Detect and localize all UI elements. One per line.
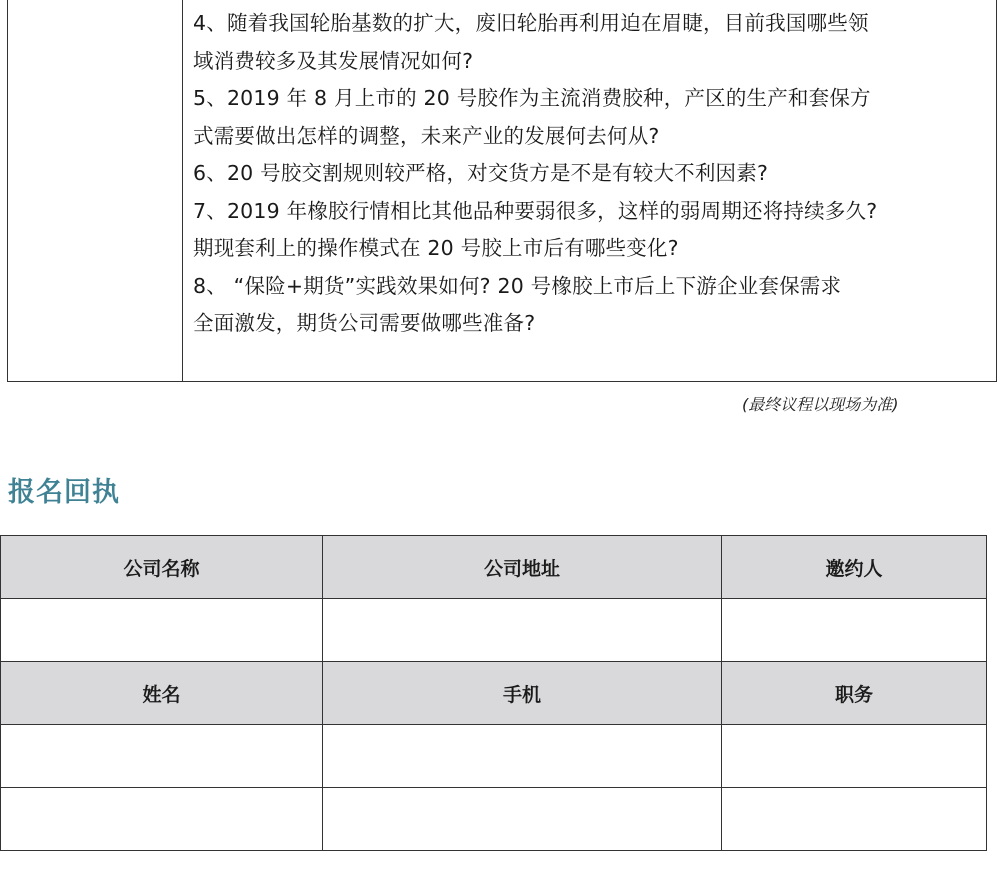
agenda-line: 全面激发，期货公司需要做哪些准备? bbox=[193, 311, 536, 335]
agenda-line: 域消费较多及其发展情况如何? bbox=[193, 48, 474, 73]
agenda-line: 7、2019 年橡胶行情相比其他品种要弱很多，这样的弱周期还将持续多久? bbox=[193, 198, 878, 223]
header-name: 姓名 bbox=[1, 662, 323, 725]
name-cell[interactable] bbox=[1, 788, 323, 851]
position-cell[interactable] bbox=[722, 788, 987, 851]
phone-cell[interactable] bbox=[323, 725, 722, 788]
header-row bbox=[1, 662, 987, 725]
header-phone: 手机 bbox=[323, 662, 722, 725]
header-position: 职务 bbox=[722, 662, 987, 725]
position-cell[interactable] bbox=[722, 725, 987, 788]
name-cell[interactable] bbox=[1, 725, 323, 788]
agenda-questions-cell bbox=[183, 0, 996, 381]
agenda-line: 5、2019 年 8 月上市的 20 号胶作为主流消费胶种，产区的生产和套保方 bbox=[193, 86, 871, 110]
company-address-cell[interactable] bbox=[323, 599, 722, 662]
phone-cell[interactable] bbox=[323, 788, 722, 851]
input-row bbox=[1, 599, 987, 662]
agenda-line: 4、随着我国轮胎基数的扩大，废旧轮胎再利用迫在眉睫，目前我国哪些领 bbox=[193, 11, 869, 35]
agenda-note: (最终议程以现场为准) bbox=[742, 395, 899, 414]
agenda-table bbox=[7, 0, 997, 382]
agenda-line: 期现套利上的操作模式在 20 号胶上市后有哪些变化? bbox=[193, 236, 679, 260]
agenda-line: 6、20 号胶交割规则较严格，对交货方是不是有较大不利因素? bbox=[193, 161, 769, 185]
agenda-line: 8、 “保险+期货”实践效果如何? 20 号橡胶上市后上下游企业套保需求 bbox=[193, 273, 842, 298]
inviter-cell[interactable] bbox=[722, 599, 987, 662]
input-row bbox=[1, 725, 987, 788]
section-title-registration: 报名回执 bbox=[8, 477, 120, 508]
registration-table bbox=[0, 535, 987, 851]
agenda-left-cell bbox=[8, 0, 183, 381]
header-inviter: 邀约人 bbox=[722, 536, 987, 599]
company-name-cell[interactable] bbox=[1, 599, 323, 662]
header-row bbox=[1, 536, 987, 599]
header-company-name: 公司名称 bbox=[1, 536, 323, 599]
input-row bbox=[1, 788, 987, 851]
header-company-address: 公司地址 bbox=[323, 536, 722, 599]
agenda-line: 式需要做出怎样的调整，未来产业的发展何去何从? bbox=[193, 123, 660, 148]
